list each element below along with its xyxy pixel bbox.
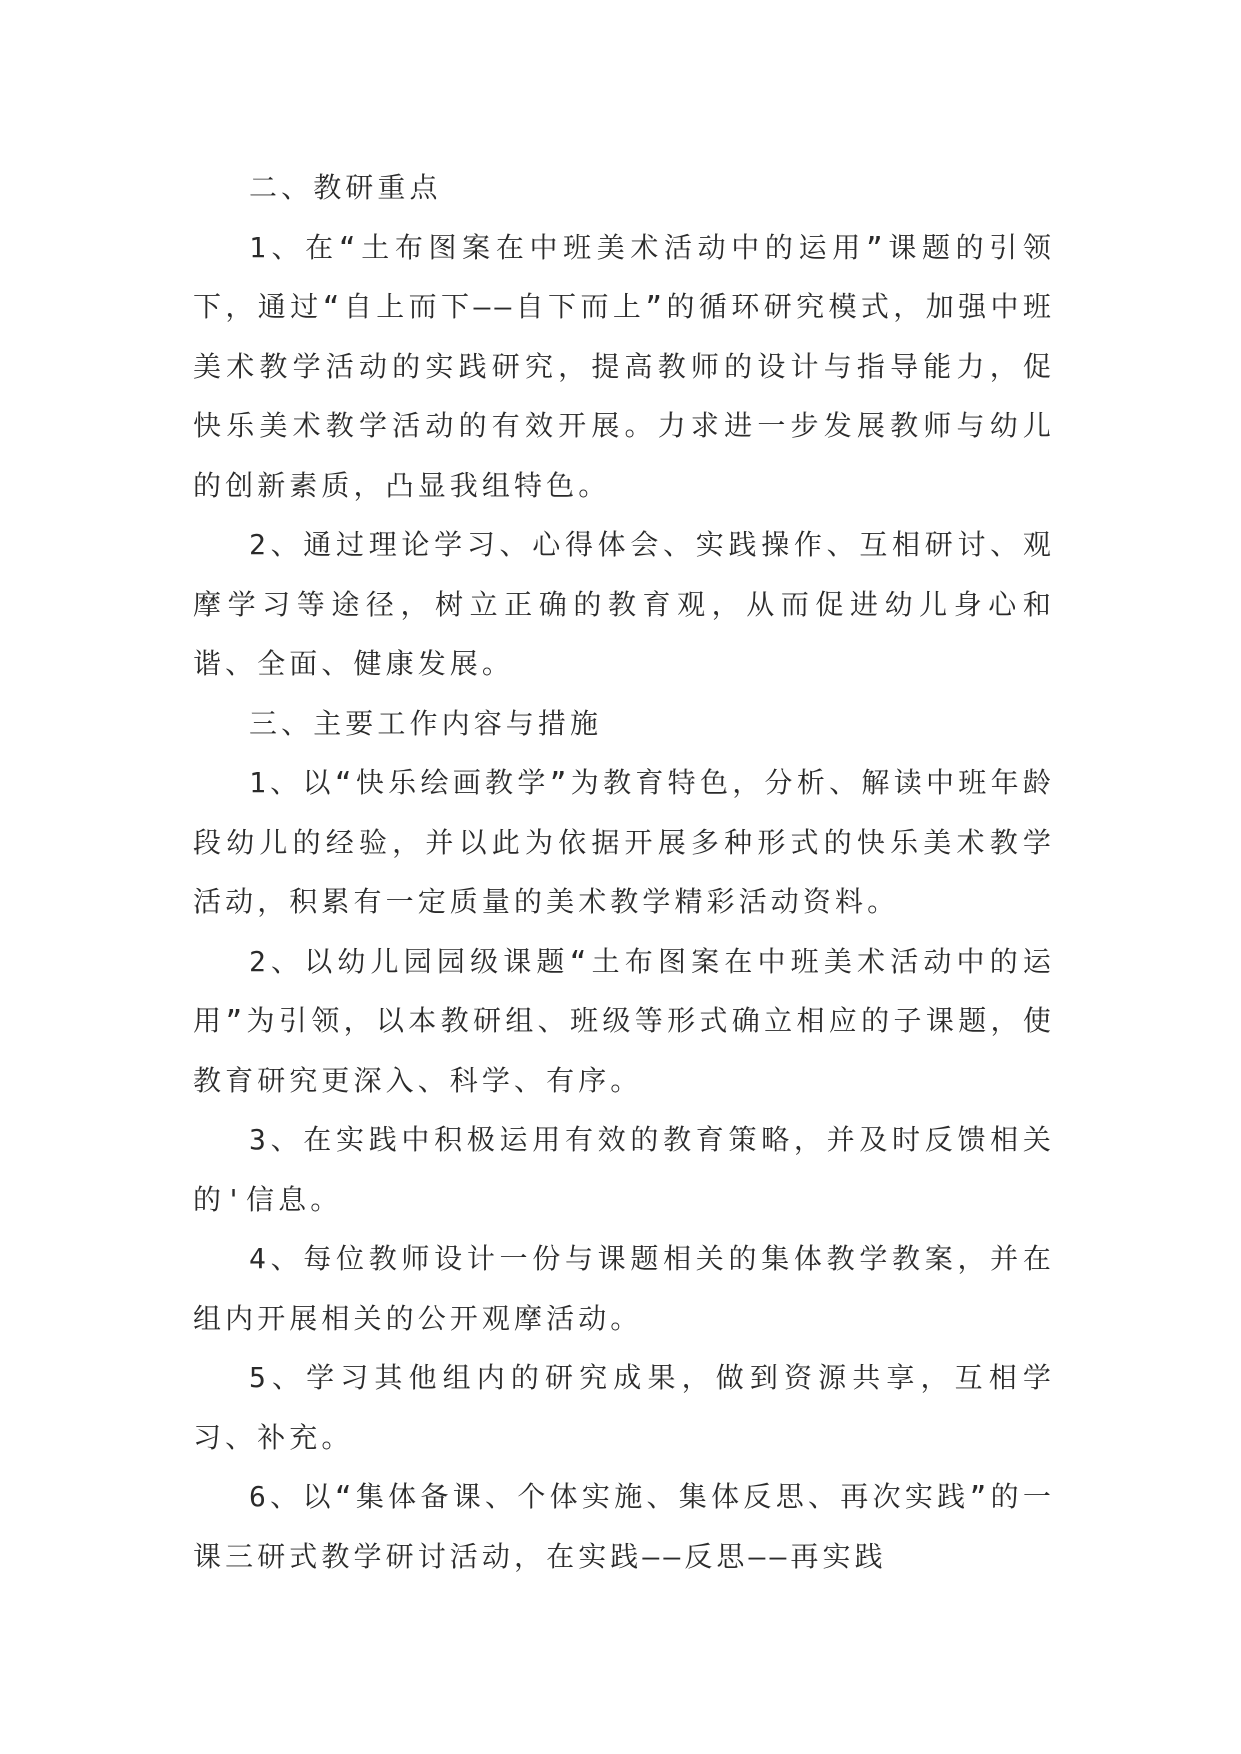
paragraph: 3、在实践中积极运用有效的教育策略，并及时反馈相关的'信息。 [193, 1123, 1055, 1216]
paragraph: 2、以幼儿园园级课题“土布图案在中班美术活动中的运用”为引领，以本教研组、班级等形式确立相应的子课题，使教育研究更深入、科学、有序。 [193, 944, 1055, 1097]
paragraph: 5、学习其他组内的研究成果，做到资源共享，互相学习、补充。 [193, 1361, 1055, 1454]
paragraph: 4、每位教师设计一份与课题相关的集体教学教案，并在组内开展相关的公开观摩活动。 [193, 1242, 1055, 1335]
section-heading-main-work: 三、主要工作内容与措施 [249, 706, 603, 740]
paragraph: 2、通过理论学习、心得体会、实践操作、互相研讨、观摩学习等途径，树立正确的教育观，从而促进幼儿身心和谐、全面、健康发展。 [193, 528, 1055, 680]
paragraph: 1、以“快乐绘画教学”为教育特色，分析、解读中班年龄段幼儿的经验，并以此为依据开展多种形式的快乐美术教学活动，积累有一定质量的美术教学精彩活动资料。 [193, 766, 1055, 918]
paragraph: 6、以“集体备课、个体实施、集体反思、再次实践”的一课三研式教学研讨活动，在实践——反思——再实践 [193, 1480, 1055, 1573]
paragraph: 1、在“土布图案在中班美术活动中的运用”课题的引领下，通过“自上而下——自下而上”的循环研究模式，加强中班美术教学活动的实践研究，提高教师的设计与指导能力，促快乐美术教学活动的有效开展。力求进一步发展教师与幼儿的创新素质，凸显我组特色。 [193, 230, 1055, 502]
document-body [193, 158, 1055, 1586]
section-heading-teaching-focus: 二、教研重点 [249, 171, 442, 204]
